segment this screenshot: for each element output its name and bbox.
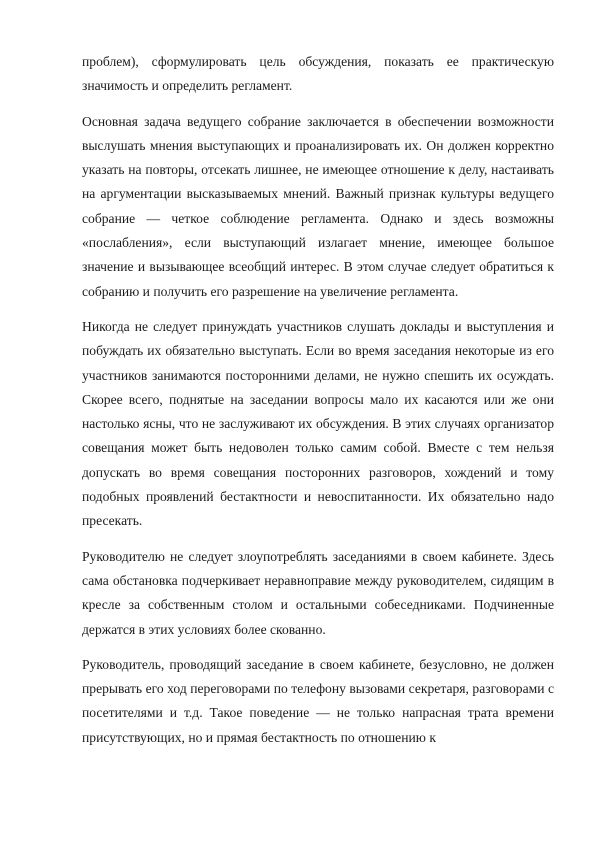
paragraph-1: проблем), сформулировать цель обсуждения, показать ее практическую значимость и определить регламент. — [82, 54, 554, 94]
paragraph-3: Никогда не следует принуждать участников слушать доклады и выступления и побуждать их обязательно выступать. Если во время заседания некоторые из его участников занимаются посторонними делами, не нужно спешить их осуждать. Скорее всего, поднятые на заседании вопросы мало их касаются или же они настолько ясны, что не заслуживают их обсуждения. В этих случаях организатор совещания может быть недоволен только самим собой. Вместе с тем нельзя допускать во время совещания посторонних разговоров, хождений и тому подобных проявлений бестактности и невоспитанности. Их обязательно надо пресекать. — [82, 318, 554, 529]
document-body — [82, 50, 554, 750]
paragraph-5: Руководитель, проводящий заседание в своем кабинете, безусловно, не должен прерывать его ход переговорами по телефону вызовами секретаря, разговорами с посетителями и т.д. Такое поведение — не только напрасная трата времени присутствующих, но и прямая бестактность по отношению к — [82, 656, 554, 745]
paragraph-4: Руководителю не следует злоупотреблять заседаниями в своем кабинете. Здесь сама обстановка подчеркивает неравноправие между руководителем, сидящим в кресле за собственным столом и остальными собеседниками. Подчиненные держатся в этих условиях более скованно. — [82, 548, 554, 637]
paragraph-2: Основная задача ведущего собрание заключается в обеспечении возможности выслушать мнения выступающих и проанализировать их. Он должен корректно указать на повторы, отсекать лишнее, не имеющее отношение к делу, настаивать на аргументации высказываемых мнений. Важный признак культуры ведущего собрание — четкое соблюдение регламента. Однако и здесь возможны «послабления», если выступающий излагает мнение, имеющее большое значение и вызывающее всеобщий интерес. В этом случае следует обратиться к собранию и получить его разрешение на увеличение регламента. — [82, 113, 554, 299]
